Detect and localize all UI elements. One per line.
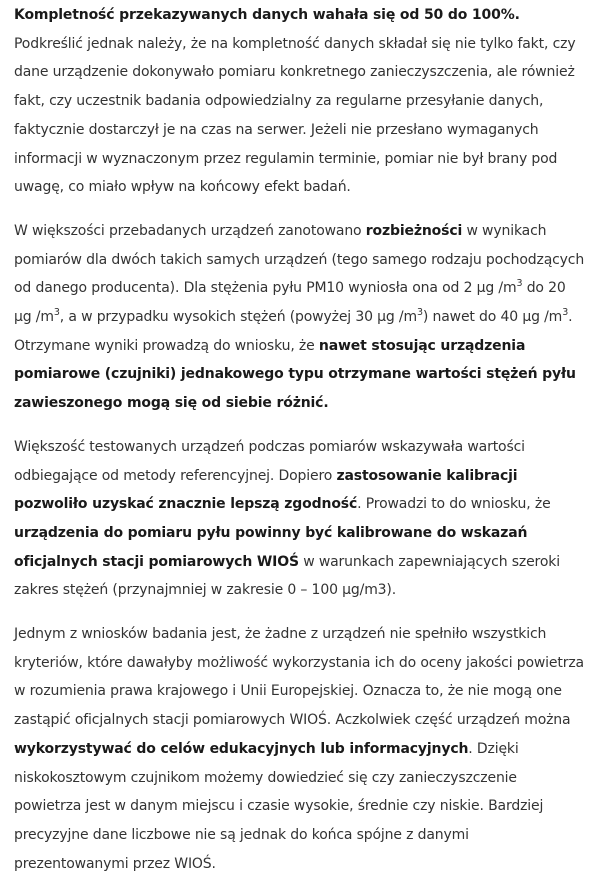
text-run: . Prowadzi to do wniosku, że [357, 496, 551, 513]
superscript: 3 [416, 307, 423, 319]
text-run: . Otrzymane wyniki prowadzą do wniosku, że [14, 309, 573, 354]
text-run: , a w przypadku wysokich stężeń (powyżej 30 µg /m [59, 309, 417, 326]
bold-phrase: rozbieżności [365, 222, 463, 239]
bold-phrase: Kompletność przekazywanych danych wahała się od 50 do 100%. [14, 7, 520, 23]
superscript: 3 [53, 307, 60, 319]
bold-phrase: nawet stosując urządzenia pomiarowe (czujniki) jednakowego typu otrzymane wartości stężeń pyłu zawieszonego mogą się od siebie różnić. [14, 337, 576, 412]
text-run: do 20 µg /m [14, 280, 566, 326]
text-run: . Dzięki niskokosztowym czujnikom możemy dowiedzieć się czy zanieczyszczenie powietrza jest w danym miejscu i czasie wysokie, średnie czy niskie. Bardziej precyzyjne dane liczbowe nie są jednak do końca spójne z danymi prezentowanymi przez WIOŚ. [14, 740, 544, 872]
bold-phrase: zastosowanie kalibracji pozwoliło uzyskać znacznie lepszą zgodność [14, 467, 518, 513]
text-run: Jednym z wniosków badania jest, że żadne z urządzeń nie spełniło wszystkich kryteriów, które dawałyby możliwość wykorzystania ich do oceny jakości powietrza w rozumienia prawa krajowego i Unii Europejskiej. Oznacza to, że nie mogą one zastąpić oficjalnych stacji pomiarowych WIOŚ. Aczkolwiek część urządzeń można [14, 626, 584, 729]
bold-phrase: wykorzystywać do celów edukacyjnych lub informacyjnych [14, 740, 469, 757]
superscript: 3 [516, 278, 523, 290]
text-run: Większość testowanych urządzeń podczas pomiarów wskazywała wartości odbiegające od metody referencyjnej. Dopiero [14, 438, 525, 484]
paragraph-completeness [14, 1, 586, 202]
superscript: 3 [562, 307, 569, 319]
text-run: ) nawet do 40 µg /m [422, 309, 563, 326]
article-body [0, 1, 586, 878]
text-run: w warunkach zapewniających szeroki zakres stężeń (przynajmniej w zakresie 0 – 100 µg/m3). [14, 553, 560, 599]
paragraph-discrepancies [14, 217, 586, 418]
text-run: w wynikach pomiarów dla dwóch takich samych urządzeń (tego samego rodzaju pochodzących od danego producenta). Dla stężenia pyłu PM10 wyniosła ona od 2 µg /m [14, 222, 585, 297]
text-run: W większości przebadanych urządzeń zanotowano [14, 222, 366, 239]
paragraph-conclusions [14, 620, 586, 878]
bold-phrase: urządzenia do pomiaru pyłu powinny być kalibrowane do wskazań oficjalnych stacji pomiarowych WIOŚ [14, 524, 528, 570]
paragraph-calibration [14, 433, 586, 605]
text-run: Podkreślić jednak należy, że na kompletność danych składał się nie tylko fakt, czy dane urządzenie dokonywało pomiaru konkretnego zanieczyszczenia, ale również fakt, czy uczestnik badania odpowiedzialny za regularne przesyłanie danych, faktycznie dostarczył je na czas na serwer. Jeżeli nie przesłano wymaganych informacji w wyznaczonym przez regulamin terminie, pomiar nie był brany pod uwagę, co miało wpływ na końcowy efekt badań. [14, 35, 576, 196]
